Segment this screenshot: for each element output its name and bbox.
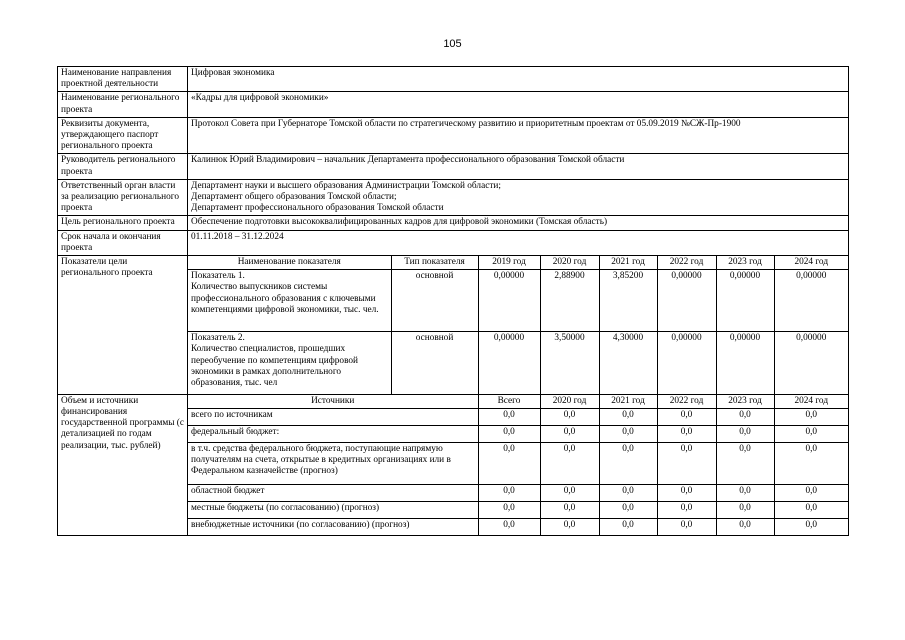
row-label: Ответственный орган власти за реализацию регионального проекта: [58, 179, 188, 216]
indicator-value: 0,00000: [716, 332, 774, 394]
column-header: Всего: [478, 395, 540, 409]
indicators-table: [188, 256, 848, 394]
responsible-line: Департамент науки и высшего образования Администрации Томской области;: [191, 180, 501, 191]
indicators-cell: [188, 256, 849, 395]
amount: 0,0: [657, 518, 716, 535]
amount: 0,0: [599, 484, 657, 501]
amount: 0,0: [540, 518, 599, 535]
source-name: местные бюджеты (по согласованию) (прогноз): [188, 501, 478, 518]
indicator-value: 0,00000: [657, 270, 716, 332]
column-header: 2024 год: [774, 256, 848, 270]
indicator-name: Показатель 2. Количество специалистов, прошедших переобучение по компетенциям цифровой экономики в рамках дополнительного образования, тыс. чел: [188, 332, 391, 394]
column-header: 2020 год: [540, 395, 599, 409]
amount: 0,0: [478, 442, 540, 484]
row-label: Руководитель регионального проекта: [58, 154, 188, 179]
column-header: 2023 год: [716, 395, 774, 409]
column-header: 2019 год: [478, 256, 540, 270]
amount: 0,0: [540, 408, 599, 425]
row-label: Срок начала и окончания проекта: [58, 230, 188, 255]
passport-row-project-name: [58, 92, 849, 117]
indicator-value: 4,30000: [599, 332, 657, 394]
amount: 0,0: [657, 442, 716, 484]
passport-row-financing: [58, 394, 849, 536]
table-row: [188, 484, 848, 501]
indicator-name: Показатель 1. Количество выпускников системы профессионального образования с ключевыми компетенциями цифровой экономики, тыс. чел.: [188, 270, 391, 332]
amount: 0,0: [774, 408, 848, 425]
amount: 0,0: [716, 442, 774, 484]
column-header: Наименование показателя: [188, 256, 391, 270]
passport-row-document: [58, 117, 849, 154]
row-label: Реквизиты документа, утверждающего паспорт регионального проекта: [58, 117, 188, 154]
column-header: Тип показателя: [391, 256, 478, 270]
row-label: Наименование регионального проекта: [58, 92, 188, 117]
table-row: [188, 332, 848, 394]
indicator-value: 0,00000: [774, 332, 848, 394]
table-row: [188, 442, 848, 484]
column-header: 2020 год: [540, 256, 599, 270]
amount: 0,0: [716, 501, 774, 518]
column-header: 2021 год: [599, 256, 657, 270]
amount: 0,0: [599, 518, 657, 535]
column-header: Источники: [188, 395, 478, 409]
row-label: Наименование направления проектной деятельности: [58, 67, 188, 92]
amount: 0,0: [540, 425, 599, 442]
table-row: [188, 270, 848, 332]
indicators-header-row: [188, 256, 848, 270]
row-label: Объем и источники финансирования государственной программы (с детализацией по годам реализации, тыс. рублей): [58, 394, 188, 536]
amount: 0,0: [774, 425, 848, 442]
row-value: «Кадры для цифровой экономики»: [188, 92, 849, 117]
amount: 0,0: [599, 501, 657, 518]
row-label: Показатели цели регионального проекта: [58, 256, 188, 395]
indicator-value: 3,85200: [599, 270, 657, 332]
row-value: 01.11.2018 – 31.12.2024: [188, 230, 849, 255]
amount: 0,0: [716, 425, 774, 442]
indicator-type: основной: [391, 270, 478, 332]
indicator-value: 0,00000: [478, 332, 540, 394]
amount: 0,0: [540, 442, 599, 484]
responsible-line: Департамент общего образования Томской области;: [191, 192, 397, 203]
indicator-value: 2,88900: [540, 270, 599, 332]
project-passport-table: [57, 66, 849, 536]
amount: 0,0: [774, 518, 848, 535]
column-header: 2021 год: [599, 395, 657, 409]
passport-row-head: [58, 154, 849, 179]
amount: 0,0: [716, 518, 774, 535]
indicator-type: основной: [391, 332, 478, 394]
row-value: Протокол Совета при Губернаторе Томской области по стратегическому развитию и приоритетным проектам от 05.09.2019 №СЖ-Пр-1900: [188, 117, 849, 154]
column-header: 2024 год: [774, 395, 848, 409]
row-label: Цель регионального проекта: [58, 216, 188, 230]
amount: 0,0: [657, 484, 716, 501]
amount: 0,0: [478, 501, 540, 518]
source-name: внебюджетные источники (по согласованию) (прогноз): [188, 518, 478, 535]
passport-row-goal: [58, 216, 849, 230]
amount: 0,0: [599, 425, 657, 442]
amount: 0,0: [774, 484, 848, 501]
amount: 0,0: [478, 425, 540, 442]
passport-row-direction: [58, 67, 849, 92]
table-row: [188, 501, 848, 518]
responsible-line: Департамент профессионального образования Томской области: [191, 203, 444, 214]
row-value: Обеспечение подготовки высококвалифицированных кадров для цифровой экономики (Томская область): [188, 216, 849, 230]
amount: 0,0: [599, 408, 657, 425]
amount: 0,0: [774, 442, 848, 484]
amount: 0,0: [478, 484, 540, 501]
amount: 0,0: [478, 518, 540, 535]
table-row: [188, 408, 848, 425]
indicator-value: 0,00000: [478, 270, 540, 332]
financing-cell: [188, 394, 849, 536]
passport-row-term: [58, 230, 849, 255]
indicator-value: 0,00000: [657, 332, 716, 394]
indicator-value: 0,00000: [774, 270, 848, 332]
row-value: Калинюк Юрий Владимирович – начальник Департамента профессионального образования Томской области: [188, 154, 849, 179]
financing-header-row: [188, 395, 848, 409]
source-name: в т.ч. средства федерального бюджета, поступающие напрямую получателям на счета, открытые в кредитных организациях или в Федеральном казначействе (прогноз): [188, 442, 478, 484]
amount: 0,0: [716, 408, 774, 425]
passport-row-indicators: [58, 256, 849, 395]
indicator-value: 0,00000: [716, 270, 774, 332]
row-value: Цифровая экономика: [188, 67, 849, 92]
amount: 0,0: [540, 484, 599, 501]
table-row: [188, 425, 848, 442]
amount: 0,0: [599, 442, 657, 484]
column-header: 2022 год: [657, 395, 716, 409]
financing-table: [188, 395, 848, 536]
column-header: 2022 год: [657, 256, 716, 270]
amount: 0,0: [774, 501, 848, 518]
source-name: областной бюджет: [188, 484, 478, 501]
indicator-value: 3,50000: [540, 332, 599, 394]
passport-row-responsible: [58, 179, 849, 216]
row-value: [188, 179, 849, 216]
amount: 0,0: [478, 408, 540, 425]
amount: 0,0: [657, 425, 716, 442]
amount: 0,0: [716, 484, 774, 501]
column-header: 2023 год: [716, 256, 774, 270]
source-name: всего по источникам: [188, 408, 478, 425]
amount: 0,0: [657, 408, 716, 425]
amount: 0,0: [540, 501, 599, 518]
amount: 0,0: [657, 501, 716, 518]
table-row: [188, 518, 848, 535]
source-name: федеральный бюджет:: [188, 425, 478, 442]
page-number: 105: [443, 38, 462, 50]
